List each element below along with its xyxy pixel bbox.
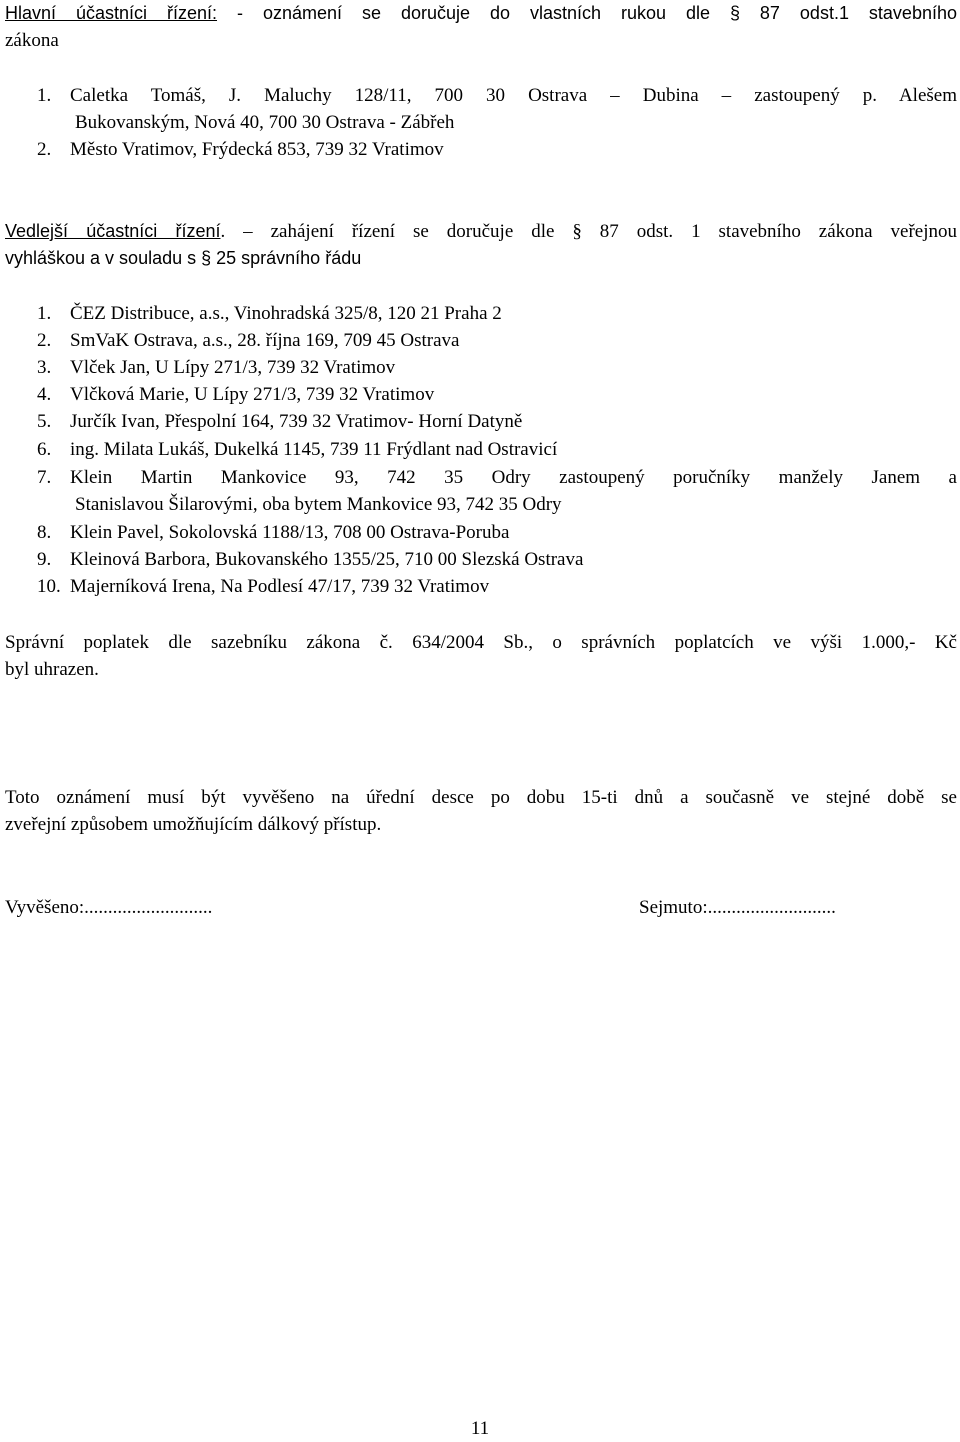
item-text: Město Vratimov, Frýdecká 853, 739 32 Vratimov bbox=[70, 139, 444, 160]
item-text: Klein Pavel, Sokolovská 1188/13, 708 00 Ostrava-Poruba bbox=[70, 522, 510, 543]
item-text: Kleinová Barbora, Bukovanského 1355/25, 710 00 Slezská Ostrava bbox=[70, 549, 584, 570]
side-participant-item bbox=[5, 546, 957, 573]
item-text: Vlček Jan, U Lípy 271/3, 739 32 Vratimov bbox=[70, 357, 396, 378]
item-number: 8. bbox=[37, 522, 52, 543]
page-number: 11 bbox=[470, 1418, 490, 1439]
main-participant-item bbox=[5, 82, 957, 109]
side-participant-item bbox=[5, 300, 957, 327]
side-participant-item bbox=[5, 327, 957, 354]
item-number: 3. bbox=[37, 357, 52, 378]
item-number: 10. bbox=[37, 576, 61, 597]
main-participant-item bbox=[5, 136, 957, 163]
item-text: Klein Martin Mankovice 93, 742 35 Odry zastoupený poručníky manžely Janem a bbox=[70, 467, 957, 488]
posted-field: Vyvěšeno:........................... bbox=[5, 897, 213, 918]
side-participant-item bbox=[5, 573, 957, 600]
item-number: 2. bbox=[37, 330, 52, 351]
item-number: 6. bbox=[37, 439, 52, 460]
side-participants-heading: Vedlejší účastníci řízení bbox=[5, 221, 221, 241]
main-participants-intro-cont: zákona bbox=[5, 30, 59, 51]
item-number: 5. bbox=[37, 411, 52, 432]
main-participants-heading: Hlavní účastníci řízení: bbox=[5, 3, 218, 23]
item-number: 4. bbox=[37, 384, 52, 405]
side-participant-item bbox=[5, 381, 957, 408]
removed-field: Sejmuto:........................... bbox=[639, 897, 836, 918]
notice-paragraph-cont: zveřejní způsobem umožňujícím dálkový přístup. bbox=[5, 814, 382, 835]
main-participants-intro bbox=[5, 0, 957, 27]
item-text: SmVaK Ostrava, a.s., 28. října 169, 709 45 Ostrava bbox=[70, 330, 460, 351]
fee-paragraph-cont: byl uhrazen. bbox=[5, 659, 99, 680]
signature-row bbox=[5, 894, 957, 921]
side-participant-item bbox=[5, 464, 957, 491]
side-participants-intro bbox=[5, 218, 957, 245]
item-text: Vlčková Marie, U Lípy 271/3, 739 32 Vratimov bbox=[70, 384, 435, 405]
side-participant-item bbox=[5, 408, 957, 435]
item-text: Caletka Tomáš, J. Maluchy 128/11, 700 30 Ostrava – Dubina – zastoupený p. Alešem bbox=[70, 85, 957, 106]
item-number: 7. bbox=[37, 467, 52, 488]
main-participants-intro-text: - oznámení se doručuje do vlastních rukou dle § 87 odst.1 stavebního bbox=[217, 3, 957, 23]
side-participant-item bbox=[5, 436, 957, 463]
item-text: ing. Milata Lukáš, Dukelká 1145, 739 11 Frýdlant nad Ostravicí bbox=[70, 439, 558, 460]
main-participant-item-cont: Bukovanským, Nová 40, 700 30 Ostrava - Zábřeh bbox=[75, 112, 455, 133]
side-participant-item-cont: Stanislavou Šilarovými, oba bytem Mankovice 93, 742 35 Odry bbox=[75, 494, 562, 515]
item-number: 2. bbox=[37, 139, 52, 160]
item-number: 1. bbox=[37, 85, 52, 106]
item-number: 9. bbox=[37, 549, 52, 570]
item-text: Majerníková Irena, Na Podlesí 47/17, 739 32 Vratimov bbox=[70, 576, 490, 597]
item-number: 1. bbox=[37, 303, 52, 324]
item-text: ČEZ Distribuce, a.s., Vinohradská 325/8, 120 21 Praha 2 bbox=[70, 303, 502, 324]
fee-paragraph: Správní poplatek dle sazebníku zákona č. 634/2004 Sb., o správních poplatcích ve výši 1.000,- Kč bbox=[5, 632, 957, 653]
side-participants-intro-text: . – zahájení řízení se doručuje dle § 87 odst. 1 stavebního zákona veřejnou bbox=[220, 221, 957, 242]
notice-paragraph: Toto oznámení musí být vyvěšeno na úřední desce po dobu 15-ti dnů a současně ve stejné době se bbox=[5, 787, 957, 808]
side-participant-item bbox=[5, 519, 957, 546]
side-participant-item bbox=[5, 354, 957, 381]
item-text: Jurčík Ivan, Přespolní 164, 739 32 Vratimov- Horní Datyně bbox=[70, 411, 523, 432]
side-participants-intro-cont: vyhláškou a v souladu s § 25 správního řádu bbox=[5, 248, 362, 268]
